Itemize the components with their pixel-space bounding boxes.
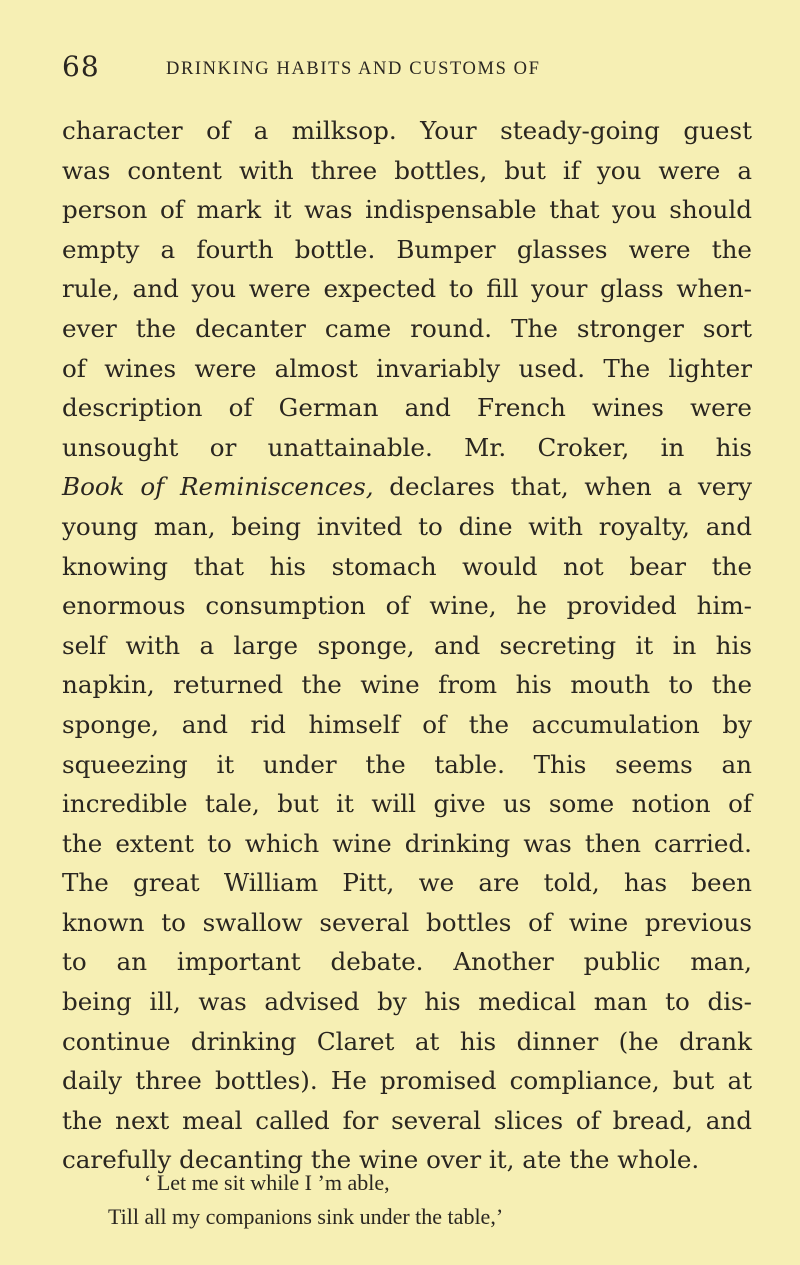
text-line: enormous consumption of wine, he provided him- <box>62 591 752 621</box>
text-line: ever the decanter came round. The stronger sort <box>62 313 752 343</box>
body-paragraph <box>62 111 752 1180</box>
text-line: daily three bottles). He promised compliance, but at <box>62 1066 752 1096</box>
text-line: empty a fourth bottle. Bumper glasses were the <box>62 234 752 264</box>
text-line: being ill, was advised by his medical man to dis- <box>62 987 752 1017</box>
text-line <box>62 467 752 507</box>
text-line: carefully decanting the wine over it, ate the whole. <box>62 1145 700 1175</box>
text-line: continue drinking Claret at his dinner (he drank <box>62 1026 752 1056</box>
text-line: squeezing it under the table. This seems an <box>62 749 752 779</box>
text-line: knowing that his stomach would not bear the <box>62 551 752 581</box>
text-line: unsought or unattainable. Mr. Croker, in his <box>62 432 752 462</box>
page-header <box>62 50 752 90</box>
text-line: incredible tale, but it will give us some notion of <box>62 789 752 819</box>
text-line: of wines were almost invariably used. The lighter <box>62 353 752 383</box>
text-line: napkin, returned the wine from his mouth to the <box>62 670 752 700</box>
text-line: known to swallow several bottles of wine previous <box>62 907 752 937</box>
verse-quote <box>62 1166 752 1234</box>
running-head: DRINKING HABITS AND CUSTOMS OF <box>166 59 541 79</box>
page-number: 68 <box>62 50 100 83</box>
book-title: Book of Reminiscences, <box>62 472 374 502</box>
text-line: self with a large sponge, and secreting it in his <box>62 630 752 660</box>
text-line: to an important debate. Another public man, <box>62 947 752 977</box>
text-line: sponge, and rid himself of the accumulation by <box>62 709 752 739</box>
text-line-rest: declares that, when a very <box>373 472 752 502</box>
text-line: young man, being invited to dine with royalty, and <box>62 511 752 541</box>
text-line: was content with three bottles, but if you were a <box>62 155 752 185</box>
text-line: description of German and French wines were <box>62 393 752 423</box>
text-line: person of mark it was indispensable that you should <box>62 195 752 225</box>
text-line: rule, and you were expected to fill your glass when- <box>62 274 752 304</box>
text-line: character of a milksop. Your steady-going guest <box>62 116 752 145</box>
text-line: The great William Pitt, we are told, has been <box>62 868 752 898</box>
text-line: the next meal called for several slices of bread, and <box>62 1105 752 1135</box>
verse-line: ‘ Let me sit while I ’m able, <box>144 1170 390 1195</box>
text-line: the extent to which wine drinking was then carried. <box>62 828 752 858</box>
verse-line: Till all my companions sink under the table,’ <box>108 1204 504 1229</box>
